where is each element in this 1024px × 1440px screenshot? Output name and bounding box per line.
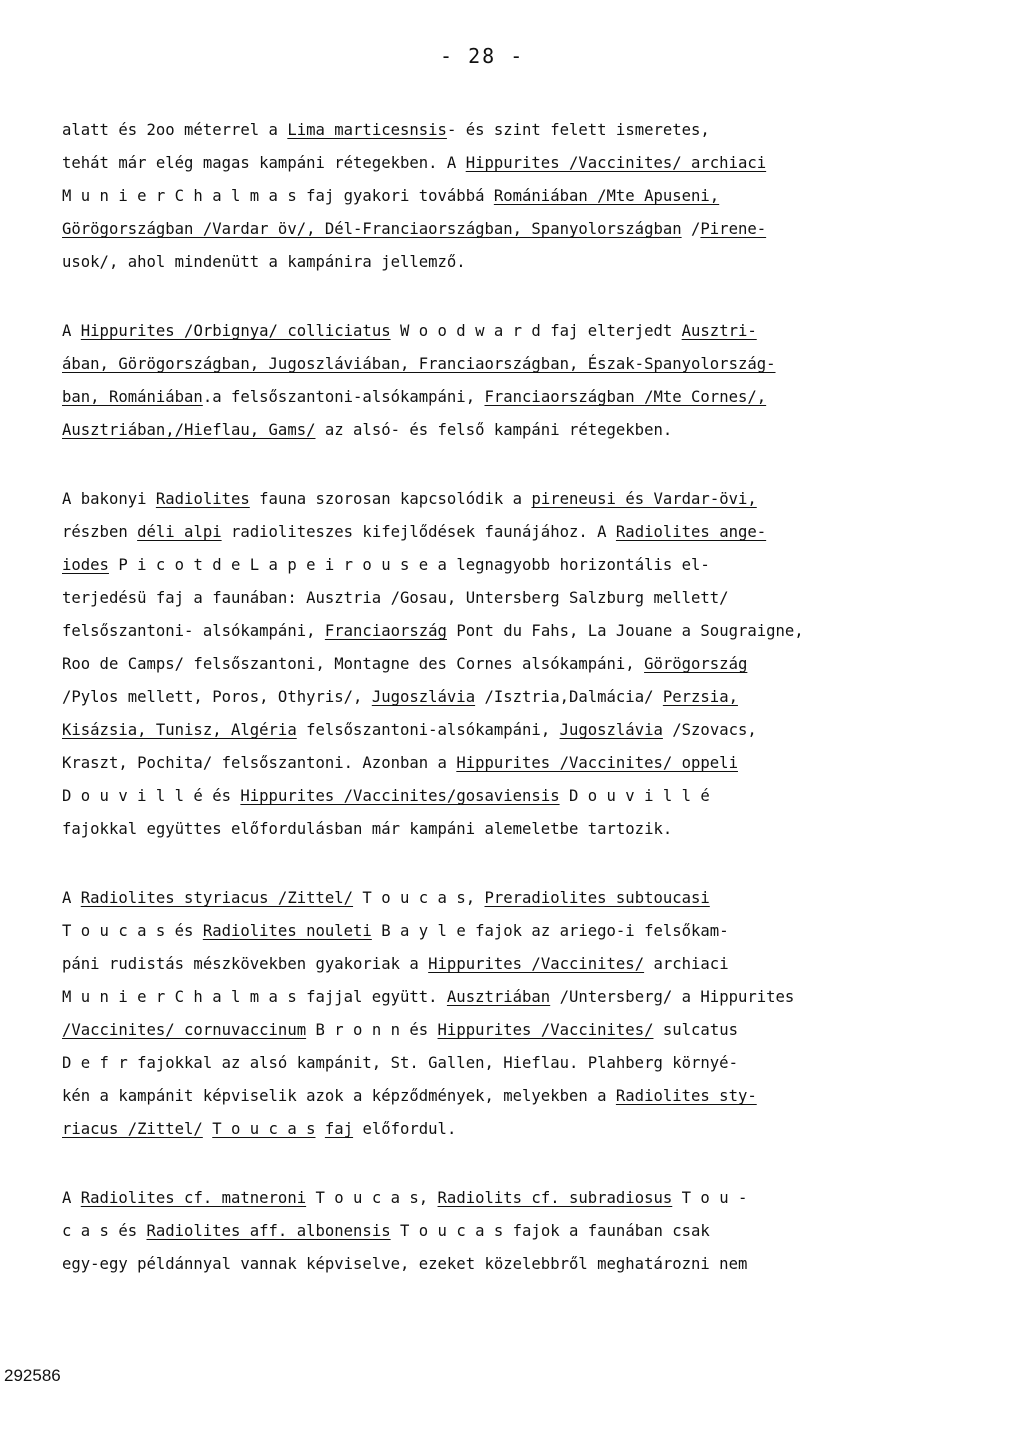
- text-line: [62, 648, 1002, 681]
- text-segment: P i c o t d e L a p e i r o u s e a legnagyobb horizontális el-: [108, 556, 710, 574]
- underlined-term: /Vaccinites/ cornuvaccinum: [62, 1021, 307, 1039]
- text-segment: B r o n n és: [306, 1021, 438, 1039]
- text-line: [62, 714, 1002, 747]
- text-line: [62, 615, 1002, 648]
- text-line: [62, 180, 1002, 213]
- text-line: [62, 948, 1002, 981]
- text-segment: D e f r fajokkal az alsó kampánit, St. Gallen, Hieflau. Plahberg környé-: [62, 1054, 738, 1072]
- text-line: [62, 813, 1002, 846]
- text-line: [62, 1113, 1002, 1146]
- text-segment: W o o d w a r d faj elterjedt: [390, 322, 682, 340]
- text-segment: T o u c a s,: [306, 1189, 438, 1207]
- text-line: [62, 1047, 1002, 1080]
- text-segment: T o u -: [672, 1189, 748, 1207]
- text-segment: [316, 1120, 325, 1138]
- underlined-term: riacus /Zittel/: [62, 1120, 203, 1138]
- text-segment: páni rudistás mészkövekben gyakoriak a: [62, 955, 429, 973]
- text-segment: T o u c a s fajok a faunában csak: [390, 1222, 710, 1240]
- text-line: [62, 381, 1002, 414]
- text-segment: felsőszantoni- alsókampáni,: [62, 622, 325, 640]
- underlined-term: Ausztriában: [446, 988, 551, 1006]
- text-segment: T o u c a s,: [353, 889, 485, 907]
- text-segment: alatt és 2oo méterrel a: [62, 121, 288, 139]
- text-segment: archiaci: [644, 955, 729, 973]
- underlined-term: déli alpi: [137, 523, 222, 541]
- underlined-term: pireneusi és Vardar-övi,: [531, 490, 757, 508]
- text-line: [62, 1248, 1002, 1281]
- text-line: [62, 1215, 1002, 1248]
- page-number: - 28 -: [440, 44, 525, 68]
- text-segment: c a s és: [62, 1222, 147, 1240]
- underlined-term: Radiolites nouleti: [202, 922, 372, 940]
- text-segment: A: [62, 889, 81, 907]
- underlined-term: Radiolites sty-: [615, 1087, 757, 1105]
- underlined-term: Ausztriában,/Hieflau, Gams/: [62, 421, 316, 439]
- text-segment: felsőszantoni-alsókampáni,: [296, 721, 560, 739]
- underlined-term: Perzsia,: [662, 688, 738, 706]
- text-line: [62, 1182, 1002, 1215]
- text-segment: D o u v i l l é és: [62, 787, 241, 805]
- underlined-term: Radiolits cf. subradiosus: [437, 1189, 673, 1207]
- text-segment: Roo de Camps/ felsőszantoni, Montagne des Cornes alsókampáni,: [62, 655, 645, 673]
- paragraph: [62, 882, 1002, 1146]
- text-segment: kén a kampánit képviselik azok a képződmények, melyekben a: [62, 1087, 616, 1105]
- text-segment: A: [62, 322, 81, 340]
- text-segment: fauna szorosan kapcsolódik a: [249, 490, 532, 508]
- underlined-term: Kisázsia, Tunisz, Algéria: [62, 721, 297, 739]
- text-line: [62, 516, 1002, 549]
- underlined-term: Görögországban /Vardar öv/, Dél-Franciaországban, Spanyolországban: [62, 220, 682, 238]
- text-segment: tehát már elég magas kampáni rétegekben. A: [62, 154, 466, 172]
- underlined-term: Romániában /Mte Apuseni,: [493, 187, 720, 205]
- text-line: [62, 1014, 1002, 1047]
- text-line: [62, 747, 1002, 780]
- text-segment: előfordul.: [353, 1120, 457, 1138]
- text-segment: .a felsőszantoni-alsókampáni,: [202, 388, 485, 406]
- text-segment: /: [681, 220, 701, 238]
- underlined-term: Pirene-: [700, 220, 767, 238]
- paragraph: [62, 483, 1002, 846]
- text-segment: részben: [62, 523, 138, 541]
- underlined-term: T o u c a s: [212, 1120, 316, 1138]
- text-segment: egy-egy példánnyal vannak képviselve, ezeket közelebbről meghatározni nem: [62, 1255, 748, 1273]
- document-id: 292586: [4, 1366, 61, 1385]
- text-segment: T o u c a s és: [62, 922, 203, 940]
- underlined-term: Jugoszlávia: [371, 688, 476, 706]
- underlined-term: Hippurites /Vaccinites/: [437, 1021, 654, 1039]
- text-segment: usok/, ahol mindenütt a kampánira jellemző.: [62, 253, 466, 271]
- underlined-term: Ausztri-: [681, 322, 757, 340]
- text-line: [62, 915, 1002, 948]
- underlined-term: Preradiolites subtoucasi: [484, 889, 710, 907]
- underlined-term: Görögország: [644, 655, 748, 673]
- text-segment: A: [62, 1189, 81, 1207]
- text-segment: A bakonyi: [62, 490, 156, 508]
- text-line: [62, 348, 1002, 381]
- underlined-term: Radiolites aff. albonensis: [146, 1222, 391, 1240]
- text-segment: /Untersberg/ a Hippurites: [550, 988, 795, 1006]
- text-segment: Pont du Fahs, La Jouane a Sougraigne,: [446, 622, 804, 640]
- text-segment: sulcatus: [653, 1021, 738, 1039]
- text-line: [62, 246, 1002, 279]
- underlined-term: Hippurites /Vaccinites/: [428, 955, 645, 973]
- text-line: [62, 681, 1002, 714]
- underlined-term: Radiolites styriacus /Zittel/: [80, 889, 354, 907]
- text-line: [62, 549, 1002, 582]
- text-segment: /Isztria,Dalmácia/: [475, 688, 663, 706]
- underlined-term: Radiolites ange-: [615, 523, 767, 541]
- text-line: [62, 483, 1002, 516]
- underlined-term: Hippurites /Orbignya/ colliciatus: [80, 322, 391, 340]
- underlined-term: Hippurites /Vaccinites/gosaviensis: [240, 787, 560, 805]
- text-segment: M u n i e r C h a l m a s fajjal együtt.: [62, 988, 447, 1006]
- text-segment: radioliteszes kifejlődések faunájához. A: [221, 523, 616, 541]
- text-line: [62, 981, 1002, 1014]
- underlined-term: Lima marticesnsis: [287, 121, 447, 139]
- text-line: [62, 414, 1002, 447]
- underlined-term: Jugoszlávia: [559, 721, 663, 739]
- underlined-term: Hippurites /Vaccinites/ archiaci: [465, 154, 767, 172]
- paragraph: [62, 315, 1002, 447]
- text-segment: M u n i e r C h a l m a s faj gyakori továbbá: [62, 187, 494, 205]
- underlined-term: ában, Görögországban, Jugoszláviában, Franciaországban, Észak-Spanyolország-: [62, 355, 776, 373]
- text-segment: /Pylos mellett, Poros, Othyris/,: [62, 688, 372, 706]
- paragraph: [62, 1182, 1002, 1281]
- text-line: [62, 315, 1002, 348]
- text-line: [62, 882, 1002, 915]
- underlined-term: faj: [324, 1120, 354, 1138]
- document-body: [62, 114, 1002, 1281]
- text-segment: D o u v i l l é: [559, 787, 710, 805]
- underlined-term: Radiolites: [155, 490, 250, 508]
- underlined-term: iodes: [62, 556, 109, 574]
- underlined-term: ban, Romániában: [62, 388, 203, 406]
- underlined-term: Hippurites /Vaccinites/ oppeli: [456, 754, 738, 772]
- text-segment: - és szint felett ismeretes,: [446, 121, 710, 139]
- text-segment: az alsó- és felső kampáni rétegekben.: [315, 421, 673, 439]
- text-segment: [203, 1120, 212, 1138]
- text-line: [62, 582, 1002, 615]
- text-line: [62, 1080, 1002, 1113]
- text-segment: fajokkal együttes előfordulásban már kampáni alemeletbe tartozik.: [62, 820, 673, 838]
- text-line: [62, 780, 1002, 813]
- text-segment: terjedésü faj a faunában: Ausztria /Gosau, Untersberg Salzburg mellett/: [62, 589, 729, 607]
- paragraph: [62, 114, 1002, 279]
- text-line: [62, 114, 1002, 147]
- text-segment: /Szovacs,: [662, 721, 757, 739]
- text-line: [62, 213, 1002, 246]
- text-segment: Kraszt, Pochita/ felsőszantoni. Azonban a: [62, 754, 457, 772]
- text-line: [62, 147, 1002, 180]
- underlined-term: Franciaország: [324, 622, 447, 640]
- underlined-term: Radiolites cf. matneroni: [80, 1189, 307, 1207]
- text-segment: B a y l e fajok az ariego-i felsőkam-: [371, 922, 729, 940]
- underlined-term: Franciaországban /Mte Cornes/,: [484, 388, 767, 406]
